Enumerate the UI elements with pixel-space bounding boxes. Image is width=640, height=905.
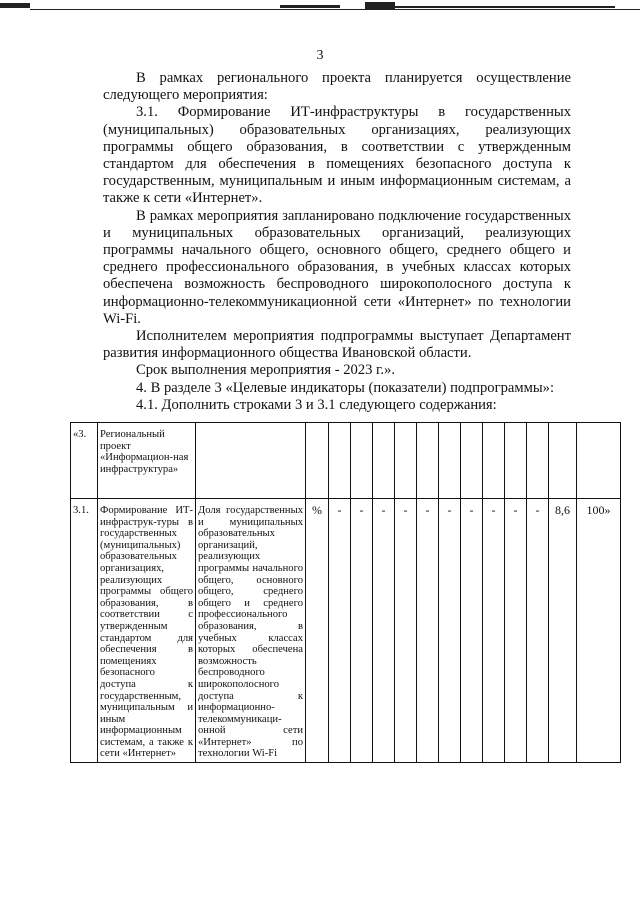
row-number: 3.1.: [71, 499, 98, 763]
value-cell: -: [329, 499, 351, 763]
value-cell: -: [351, 499, 373, 763]
row-name: Региональный проект «Информацион-ная инфраструктура»: [98, 423, 196, 499]
empty-cell: [196, 423, 306, 499]
body-text: [103, 70, 571, 414]
value-cell: -: [527, 499, 549, 763]
paragraph-deadline: Срок выполнения мероприятия - 2023 г.».: [136, 362, 395, 379]
row-unit: %: [306, 499, 329, 763]
paragraph-4-1: 4.1. Дополнить строками 3 и 3.1 следующего содержания:: [136, 396, 497, 413]
empty-cell: [417, 423, 439, 499]
value-cell: -: [483, 499, 505, 763]
value-cell: 100»: [577, 499, 621, 763]
value-cell: -: [461, 499, 483, 763]
empty-cell: [373, 423, 395, 499]
row-indicator: Доля государственных и муниципальных образовательных организаций, реализующих программы начального общего, основного общего, среднего общего и среднего профессионального образования, в учебных классах которых обеспечена возможность беспроводного широкополосного доступа к информационно-телекоммуникаци-онной сети «Интернет» по технологии Wi-Fi: [196, 499, 306, 763]
paragraph-section-3: 4. В разделе 3 «Целевые индикаторы (показатели) подпрограммы»:: [136, 379, 554, 396]
value-cell: -: [373, 499, 395, 763]
indicators-table: [70, 422, 621, 763]
table-row: [71, 499, 621, 763]
empty-cell: [549, 423, 577, 499]
table-row: [71, 423, 621, 499]
paragraph-3-1: 3.1. Формирование ИТ-инфраструктуры в государственных (муниципальных) образовательных организациях, реализующих программы общего образования, в соответствии с утвержденным стандартом для обеспечения в помещениях безопасного доступа к государственным, муниципальным и иным информационным системам, а также к сети «Интернет».: [103, 104, 571, 207]
value-cell: -: [395, 499, 417, 763]
empty-cell: [439, 423, 461, 499]
empty-cell: [505, 423, 527, 499]
empty-cell: [306, 423, 329, 499]
paragraph-connection: В рамках мероприятия запланировано подключение государственных и муниципальных образовательных организаций, реализующих программы начального общего, основного общего, среднего общего и среднего профессионального образования, в учебных классах которых обеспечена возможность беспроводного широкополосного доступа к информационно-телекоммуникационной сети «Интернет» по технологии Wi-Fi.: [103, 207, 571, 327]
empty-cell: [461, 423, 483, 499]
empty-cell: [329, 423, 351, 499]
value-cell: -: [417, 499, 439, 763]
row-name: Формирование ИТ-инфраструк-туры в государственных (муниципальных) образовательных организациях, реализующих программы общего образования, в соответствии с утвержденным стандартом для обеспечения в помещениях безопасного доступа к государственным, муниципальным и иным информационным системам, а также к сети «Интернет»: [98, 499, 196, 763]
row-number: «3.: [71, 423, 98, 499]
empty-cell: [577, 423, 621, 499]
page-number: 3: [316, 48, 324, 63]
value-cell: 8,6: [549, 499, 577, 763]
paragraph-executor: Исполнителем мероприятия подпрограммы выступает Департамент развития информационного общества Ивановской области.: [103, 328, 571, 362]
empty-cell: [395, 423, 417, 499]
value-cell: -: [439, 499, 461, 763]
value-cell: -: [505, 499, 527, 763]
empty-cell: [483, 423, 505, 499]
empty-cell: [351, 423, 373, 499]
scan-artifact-top: [0, 0, 640, 12]
empty-cell: [527, 423, 549, 499]
paragraph-intro: В рамках регионального проекта планируется осуществление следующего мероприятия:: [103, 70, 571, 104]
